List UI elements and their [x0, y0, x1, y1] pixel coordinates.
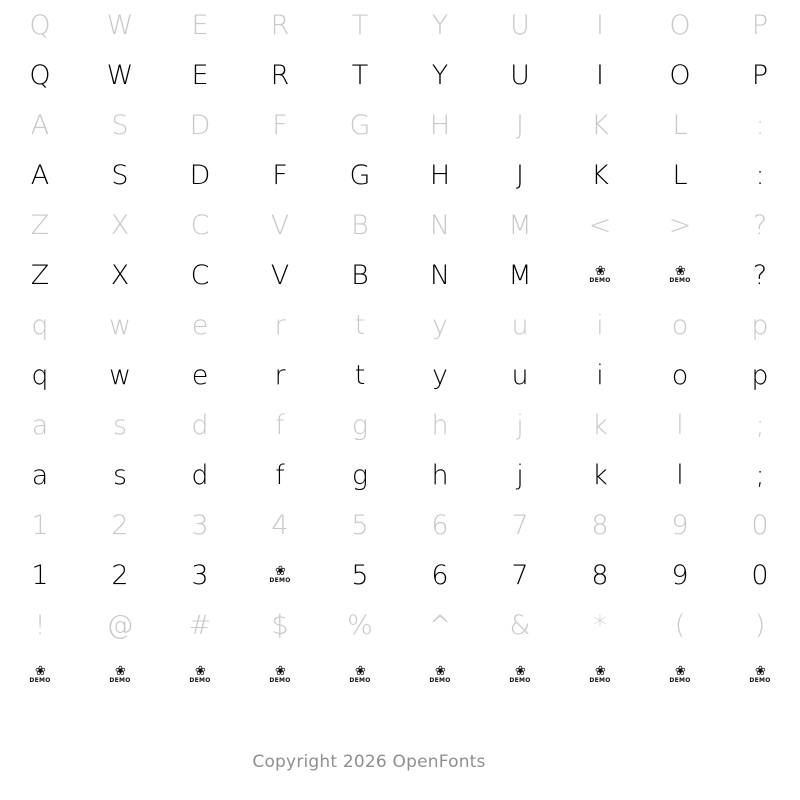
glyph-cell: u — [511, 359, 529, 391]
demo-label: DEMO — [189, 677, 211, 684]
glyph-cell: * — [593, 609, 607, 641]
demo-watermark-glyph — [80, 650, 160, 700]
demo-mark-icon — [749, 666, 770, 684]
sprig-icon: ❀ — [515, 664, 525, 679]
glyph-cell: G — [349, 159, 371, 191]
glyph-cell: J — [516, 109, 524, 141]
glyph-cell: ; — [755, 459, 765, 491]
glyph-cell: Q — [29, 59, 51, 91]
glyph-cell: q — [31, 309, 49, 341]
glyph-cell: C — [190, 259, 210, 291]
demo-mark-icon — [29, 666, 50, 684]
glyph-cell: 3 — [191, 509, 209, 541]
glyph-cell: 0 — [751, 559, 769, 591]
glyph-cell: 6 — [431, 509, 449, 541]
sprig-icon: ❀ — [115, 664, 125, 679]
glyph-cell: ) — [754, 609, 766, 641]
glyph-cell: H — [429, 109, 451, 141]
sprig-icon: ❀ — [275, 564, 285, 579]
glyph-cell: j — [516, 409, 524, 441]
glyph-cell: s — [112, 459, 128, 491]
glyph-cell: k — [592, 409, 608, 441]
demo-label: DEMO — [429, 677, 451, 684]
demo-label: DEMO — [669, 277, 691, 284]
glyph-cell: Z — [30, 259, 50, 291]
glyph-cell: 8 — [591, 509, 609, 541]
demo-watermark-glyph — [240, 550, 320, 600]
glyph-cell: M — [508, 209, 532, 241]
glyph-cell: K — [591, 159, 609, 191]
glyph-cell: Y — [431, 9, 449, 41]
glyph-cell: f — [275, 409, 285, 441]
glyph-cell: @ — [106, 609, 134, 641]
glyph-cell: P — [751, 9, 769, 41]
glyph-cell: r — [274, 309, 286, 341]
glyph-cell: Q — [29, 9, 51, 41]
demo-watermark-glyph — [720, 650, 800, 700]
demo-watermark-glyph — [240, 650, 320, 700]
glyph-cell: B — [351, 209, 369, 241]
glyph-cell: % — [347, 609, 373, 641]
sprig-icon: ❀ — [195, 664, 205, 679]
glyph-cell: ( — [674, 609, 686, 641]
sprig-icon: ❀ — [435, 664, 445, 679]
glyph-cell: 7 — [511, 559, 529, 591]
glyph-cell: T — [351, 9, 369, 41]
glyph-cell: h — [431, 459, 449, 491]
glyph-cell: 6 — [431, 559, 449, 591]
demo-watermark-glyph — [320, 650, 400, 700]
glyph-cell: K — [591, 109, 609, 141]
glyph-cell: o — [671, 309, 689, 341]
demo-mark-icon — [509, 666, 530, 684]
glyph-cell: 2 — [111, 509, 129, 541]
glyph-cell: F — [272, 159, 288, 191]
glyph-cell: T — [351, 59, 369, 91]
glyph-cell: 1 — [31, 509, 49, 541]
demo-label: DEMO — [269, 677, 291, 684]
glyph-cell: o — [671, 359, 689, 391]
glyph-cell: t — [354, 359, 366, 391]
glyph-cell: I — [596, 9, 604, 41]
demo-watermark-glyph — [640, 250, 720, 300]
glyph-cell: S — [111, 159, 129, 191]
glyph-cell: i — [596, 359, 604, 391]
glyph-cell: a — [31, 409, 49, 441]
glyph-cell: X — [110, 259, 130, 291]
glyph-cell: l — [676, 459, 684, 491]
glyph-cell: < — [588, 209, 612, 241]
demo-mark-icon — [349, 666, 370, 684]
demo-label: DEMO — [589, 277, 611, 284]
glyph-cell: 8 — [591, 559, 609, 591]
glyph-cell: 0 — [751, 509, 769, 541]
glyph-cell: $ — [271, 609, 289, 641]
demo-label: DEMO — [509, 677, 531, 684]
glyph-cell: p — [751, 309, 769, 341]
glyph-cell: R — [270, 9, 290, 41]
glyph-cell: l — [676, 409, 684, 441]
glyph-cell: A — [30, 159, 50, 191]
glyph-cell: 9 — [671, 509, 689, 541]
demo-watermark-glyph — [560, 650, 640, 700]
glyph-cell: y — [432, 309, 448, 341]
glyph-cell: Z — [30, 209, 50, 241]
glyph-cell: I — [596, 59, 604, 91]
glyph-cell: Y — [431, 59, 449, 91]
glyph-cell: d — [191, 459, 209, 491]
demo-watermark-glyph — [0, 650, 80, 700]
glyph-cell: G — [349, 109, 371, 141]
glyph-cell: p — [751, 359, 769, 391]
glyph-cell: w — [108, 309, 132, 341]
glyph-cell: # — [188, 609, 212, 641]
glyph-cell: S — [111, 109, 129, 141]
glyph-cell: X — [110, 209, 130, 241]
demo-mark-icon — [669, 666, 690, 684]
footer — [0, 752, 800, 772]
glyph-cell: 5 — [351, 509, 369, 541]
demo-watermark-glyph — [640, 650, 720, 700]
glyph-cell: h — [431, 409, 449, 441]
glyph-cell: s — [112, 409, 128, 441]
glyph-cell: M — [508, 259, 532, 291]
glyph-cell: 1 — [31, 559, 49, 591]
glyph-cell: ^ — [428, 609, 452, 641]
glyph-cell: E — [191, 59, 209, 91]
glyph-cell: e — [191, 359, 209, 391]
sprig-icon: ❀ — [355, 664, 365, 679]
glyph-cell: > — [668, 209, 692, 241]
glyph-cell: u — [511, 309, 529, 341]
glyph-cell: 2 — [111, 559, 129, 591]
sprig-icon: ❀ — [675, 264, 685, 279]
demo-label: DEMO — [269, 577, 291, 584]
demo-mark-icon — [429, 666, 450, 684]
glyph-cell: L — [672, 109, 688, 141]
demo-mark-icon — [189, 666, 210, 684]
demo-mark-icon — [669, 266, 690, 284]
glyph-cell: w — [108, 359, 132, 391]
glyph-cell: 5 — [351, 559, 369, 591]
demo-watermark-glyph — [160, 650, 240, 700]
demo-mark-icon — [109, 666, 130, 684]
glyph-cell: D — [189, 159, 211, 191]
demo-label: DEMO — [29, 677, 51, 684]
glyph-cell: ! — [34, 609, 46, 641]
glyph-cell: 3 — [191, 559, 209, 591]
glyph-cell: j — [516, 459, 524, 491]
glyph-cell: U — [510, 9, 530, 41]
glyph-cell: L — [672, 159, 688, 191]
glyph-cell: e — [191, 309, 209, 341]
glyph-cell: W — [106, 9, 134, 41]
glyph-cell: & — [509, 609, 531, 641]
glyph-cell: U — [510, 59, 530, 91]
glyph-cell: t — [354, 309, 366, 341]
glyph-cell: J — [516, 159, 524, 191]
glyph-cell: O — [669, 59, 691, 91]
glyph-cell: : — [755, 159, 765, 191]
glyph-cell: D — [189, 109, 211, 141]
demo-mark-icon — [589, 666, 610, 684]
demo-label: DEMO — [749, 677, 771, 684]
demo-mark-icon — [269, 666, 290, 684]
copyright-text: Copyright 2026 OpenFonts — [252, 752, 486, 772]
glyph-cell: ? — [752, 259, 768, 291]
sprig-icon: ❀ — [595, 664, 605, 679]
glyph-cell: R — [270, 59, 290, 91]
glyph-cell: O — [669, 9, 691, 41]
glyph-cell: i — [596, 309, 604, 341]
sprig-icon: ❀ — [595, 264, 605, 279]
sprig-icon: ❀ — [755, 664, 765, 679]
glyph-cell: q — [31, 359, 49, 391]
glyph-cell: g — [351, 459, 369, 491]
glyph-cell: 7 — [511, 509, 529, 541]
demo-watermark-glyph — [400, 650, 480, 700]
glyph-cell: d — [191, 409, 209, 441]
glyph-cell: V — [270, 259, 290, 291]
glyph-cell: y — [432, 359, 448, 391]
glyph-cell: F — [272, 109, 288, 141]
demo-watermark-glyph — [480, 650, 560, 700]
sprig-icon: ❀ — [675, 664, 685, 679]
glyph-cell: B — [351, 259, 369, 291]
glyph-cell: W — [106, 59, 134, 91]
glyph-cell: N — [429, 259, 451, 291]
glyph-cell: V — [270, 209, 290, 241]
glyph-cell: ? — [752, 209, 768, 241]
glyph-cell: P — [751, 59, 769, 91]
glyph-cell: : — [755, 109, 765, 141]
demo-label: DEMO — [349, 677, 371, 684]
glyph-cell: a — [31, 459, 49, 491]
demo-label: DEMO — [109, 677, 131, 684]
glyph-cell: C — [190, 209, 210, 241]
glyph-cell: ; — [755, 409, 765, 441]
glyph-cell: 9 — [671, 559, 689, 591]
glyph-cell: N — [429, 209, 451, 241]
demo-label: DEMO — [669, 677, 691, 684]
glyph-cell: k — [592, 459, 608, 491]
sprig-icon: ❀ — [35, 664, 45, 679]
glyph-cell: 4 — [271, 509, 289, 541]
glyph-cell: H — [429, 159, 451, 191]
glyph-cell: A — [30, 109, 50, 141]
glyph-cell: f — [275, 459, 285, 491]
demo-label: DEMO — [589, 677, 611, 684]
demo-watermark-glyph — [560, 250, 640, 300]
glyph-cell: E — [191, 9, 209, 41]
glyph-cell: g — [351, 409, 369, 441]
sprig-icon: ❀ — [275, 664, 285, 679]
glyph-cell: r — [274, 359, 286, 391]
demo-mark-icon — [589, 266, 610, 284]
demo-mark-icon — [269, 566, 290, 584]
